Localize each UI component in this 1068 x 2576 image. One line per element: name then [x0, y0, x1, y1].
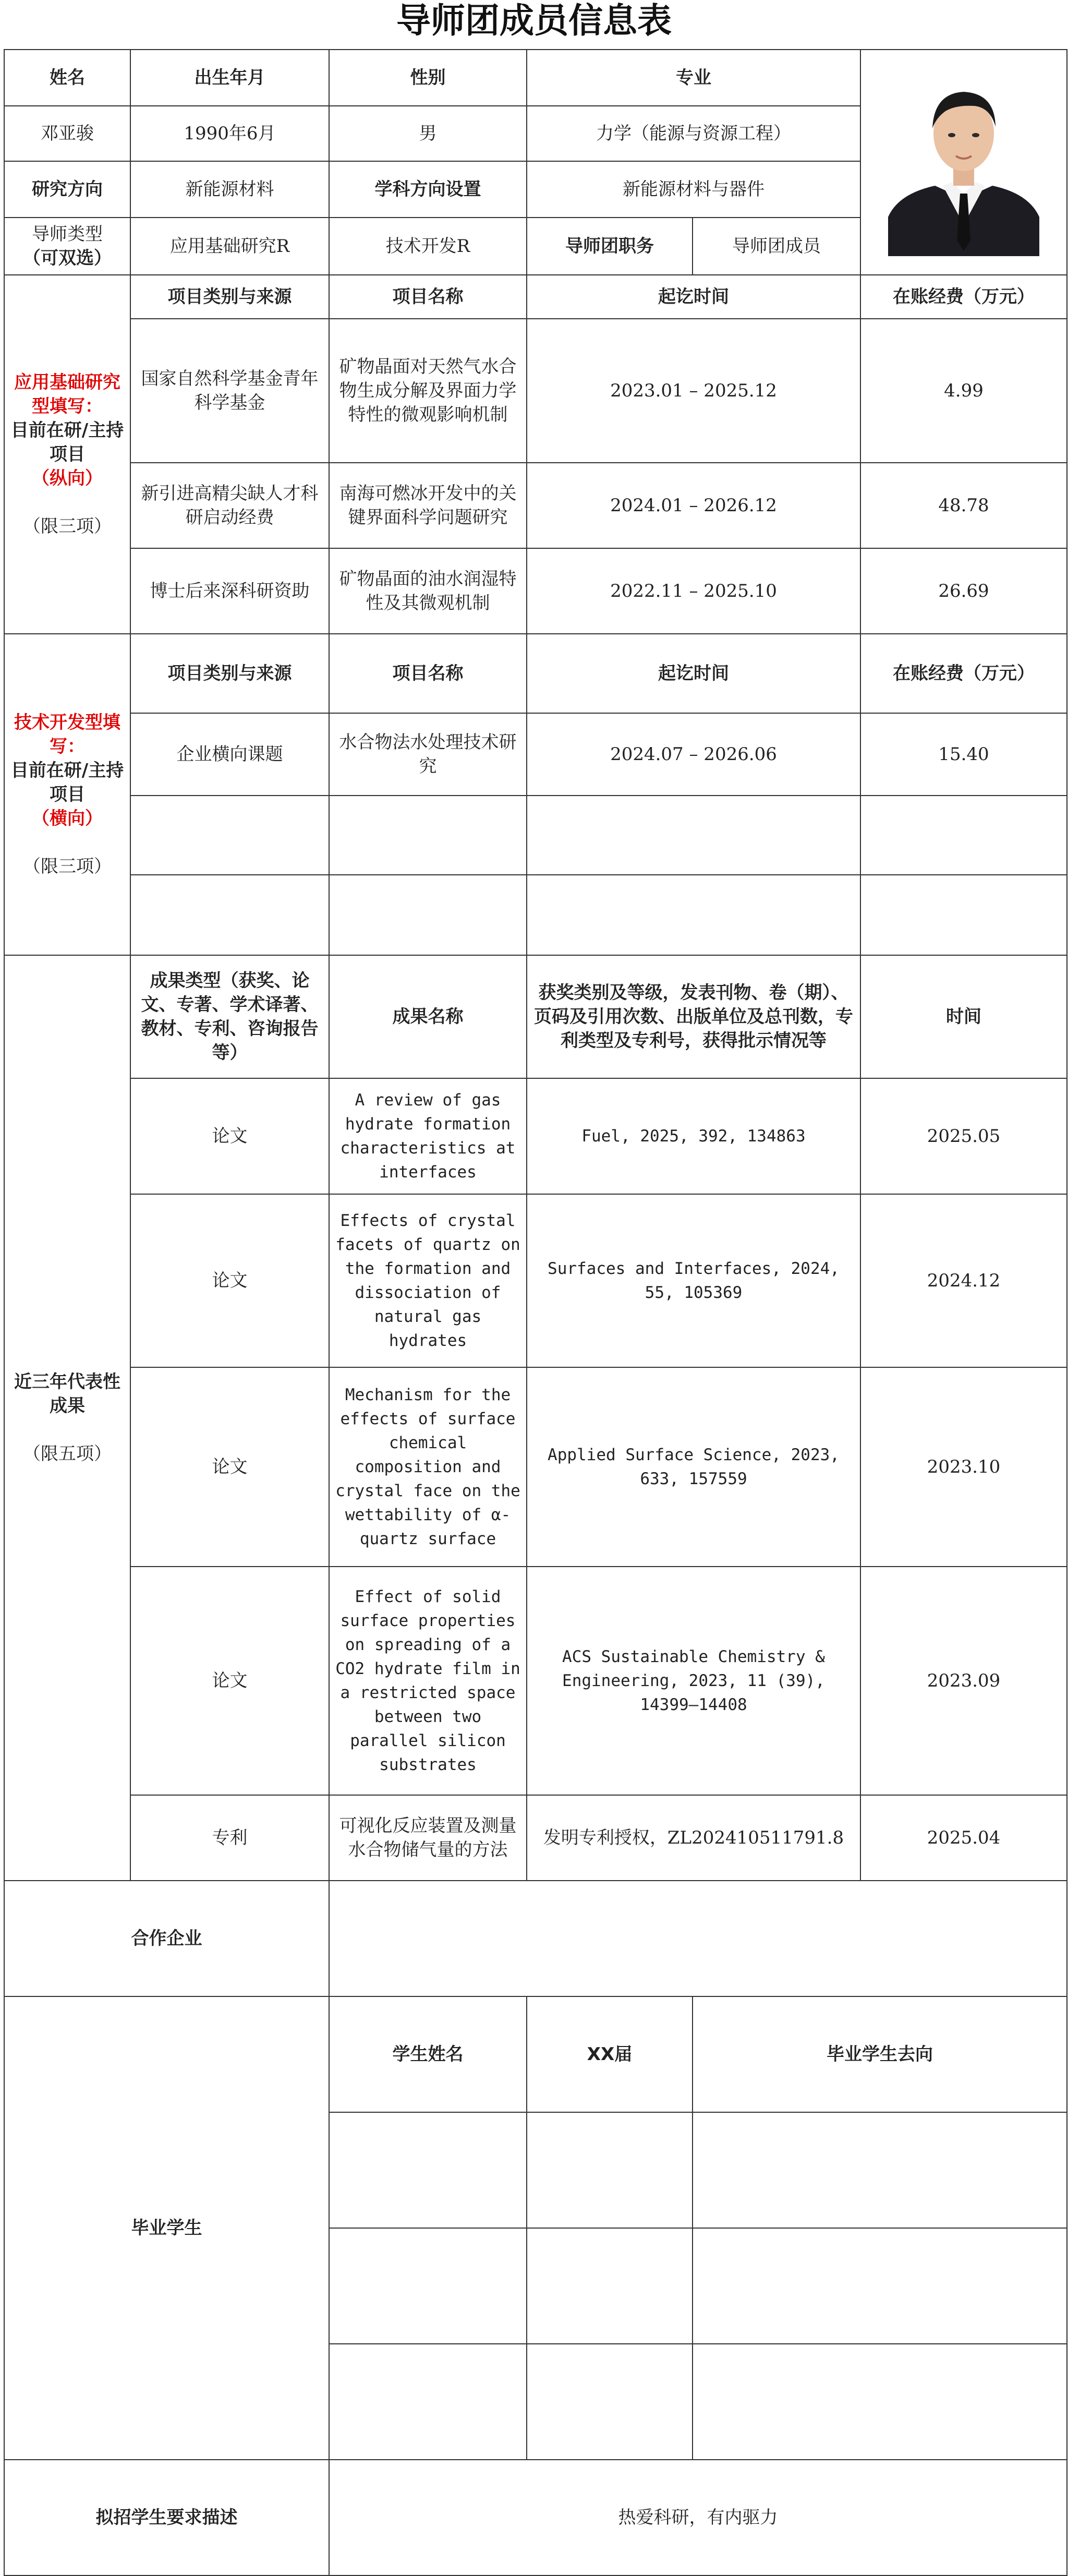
portrait-photo — [888, 68, 1039, 256]
applied-name: 南海可燃冰开发中的关键界面科学问题研究 — [329, 463, 527, 548]
tech-col-name: 项目名称 — [329, 634, 527, 713]
achievement-row — [4, 1194, 1067, 1367]
tech-label-tag: （横向） — [32, 808, 103, 829]
photo-cell — [860, 50, 1067, 275]
applied-section-label — [4, 275, 130, 634]
achievements-header-row — [4, 955, 1067, 1078]
applied-name: 矿物晶面的油水润湿特性及其微观机制 — [329, 548, 527, 634]
graduates-header-row — [4, 1996, 1067, 2112]
tech-col-funds: 在账经费（万元） — [860, 634, 1067, 713]
applied-col-funds: 在账经费（万元） — [860, 275, 1067, 319]
mentor-type-label-line2: （可双选） — [23, 248, 112, 269]
cooperation-value — [329, 1881, 1067, 1996]
achievement-type: 论文 — [130, 1078, 329, 1194]
achievement-detail: ACS Sustainable Chemistry & Engineering, 2023, 11 (39), 14399–14408 — [527, 1567, 860, 1795]
tech-source — [130, 875, 329, 955]
graduates-col-dest: 毕业学生去向 — [693, 1996, 1067, 2112]
tech-label-title: 技术开发型填写： — [14, 712, 120, 757]
tech-col-source: 项目类别与来源 — [130, 634, 329, 713]
tech-funds — [860, 875, 1067, 955]
tech-period: 2024.07 – 2026.06 — [527, 713, 860, 796]
achievement-row — [4, 1795, 1067, 1881]
achievement-time: 2025.05 — [860, 1078, 1067, 1194]
achievement-col-type: 成果类型（获奖、论文、专著、学术译著、教材、专利、咨询报告等） — [130, 955, 329, 1078]
birth-value: 1990年6月 — [130, 106, 329, 161]
graduates-label: 毕业学生 — [4, 1996, 329, 2460]
applied-period: 2022.11 – 2025.10 — [527, 548, 860, 634]
applied-funds: 26.69 — [860, 548, 1067, 634]
discipline-value: 新能源材料与器件 — [527, 161, 860, 218]
achievement-time: 2024.12 — [860, 1194, 1067, 1367]
tech-source: 企业横向课题 — [130, 713, 329, 796]
achievement-detail: Applied Surface Science, 2023, 633, 157559 — [527, 1367, 860, 1567]
applied-funds: 4.99 — [860, 319, 1067, 463]
page-title: 导师团成员信息表 — [396, 1, 672, 41]
tech-period — [527, 875, 860, 955]
gender-header: 性别 — [329, 50, 527, 106]
achievement-type: 论文 — [130, 1567, 329, 1795]
achievement-detail: Surfaces and Interfaces, 2024, 55, 105369 — [527, 1194, 860, 1367]
applied-row — [4, 463, 1067, 548]
graduate-name — [329, 2228, 527, 2344]
mentor-type-option-applied: 应用基础研究R — [130, 218, 329, 275]
achievement-name: Effect of solid surface properties on spreading of a CO2 hydrate film in a restricted space between two parallel silicon substrates — [329, 1567, 527, 1795]
mentor-type-label — [4, 218, 130, 275]
research-label: 研究方向 — [4, 161, 130, 218]
major-value: 力学（能源与资源工程） — [527, 106, 860, 161]
tech-period — [527, 796, 860, 875]
achievement-detail: 发明专利授权，ZL202410511791.8 — [527, 1795, 860, 1881]
tech-name: 水合物法水处理技术研究 — [329, 713, 527, 796]
achievement-col-detail: 获奖类别及等级，发表刊物、卷（期）、页码及引用次数、出版单位及总刊数，专利类型及专利号，获得批示情况等 — [527, 955, 860, 1078]
gender-value: 男 — [329, 106, 527, 161]
tech-row — [4, 796, 1067, 875]
role-label: 导师团职务 — [527, 218, 693, 275]
achievement-time: 2023.10 — [860, 1367, 1067, 1567]
requirements-value: 热爱科研，有内驱力 — [329, 2460, 1067, 2575]
cooperation-label: 合作企业 — [4, 1881, 329, 1996]
applied-col-name: 项目名称 — [329, 275, 527, 319]
graduates-col-year: XX届 — [527, 1996, 693, 2112]
tech-name — [329, 875, 527, 955]
graduate-name — [329, 2344, 527, 2460]
applied-col-source: 项目类别与来源 — [130, 275, 329, 319]
achievement-type: 专利 — [130, 1795, 329, 1881]
tech-label-limit: （限三项） — [23, 856, 112, 877]
graduate-dest — [693, 2228, 1067, 2344]
applied-period: 2023.01 – 2025.12 — [527, 319, 860, 463]
tech-row — [4, 875, 1067, 955]
achievement-name: Effects of crystal facets of quartz on the formation and dissociation of natural gas hydrates — [329, 1194, 527, 1367]
graduate-year — [527, 2112, 693, 2228]
tech-label-desc: 目前在研/主持项目 — [10, 760, 124, 805]
graduate-name — [329, 2112, 527, 2228]
achievement-col-name: 成果名称 — [329, 955, 527, 1078]
applied-label-title: 应用基础研究型填写： — [14, 372, 120, 417]
cooperation-row — [4, 1881, 1067, 1996]
header-row — [4, 50, 1067, 106]
achievement-type: 论文 — [130, 1194, 329, 1367]
mentor-type-option-tech: 技术开发R — [329, 218, 527, 275]
achievement-name: Mechanism for the effects of surface chemical composition and crystal face on the wettability of α-quartz surface — [329, 1367, 527, 1567]
person-portrait-icon — [888, 68, 1039, 256]
achievement-row — [4, 1567, 1067, 1795]
applied-source: 国家自然科学基金青年科学基金 — [130, 319, 329, 463]
applied-source: 博士后来深科研资助 — [130, 548, 329, 634]
name-value: 邓亚骏 — [4, 106, 130, 161]
achievements-label-title: 近三年代表性成果 — [14, 1371, 120, 1416]
graduates-col-name: 学生姓名 — [329, 1996, 527, 2112]
achievement-time: 2025.04 — [860, 1795, 1067, 1881]
applied-name: 矿物晶面对天然气水合物生成分解及界面力学特性的微观影响机制 — [329, 319, 527, 463]
graduate-dest — [693, 2112, 1067, 2228]
research-value: 新能源材料 — [130, 161, 329, 218]
applied-label-limit: （限三项） — [23, 516, 112, 537]
achievement-row — [4, 1078, 1067, 1194]
tech-name — [329, 796, 527, 875]
tech-section-label — [4, 634, 130, 955]
major-header: 专业 — [527, 50, 860, 106]
graduate-dest — [693, 2344, 1067, 2460]
mentor-type-label-line1: 导师类型 — [32, 224, 103, 245]
role-value: 导师团成员 — [693, 218, 860, 275]
tech-col-period: 起讫时间 — [527, 634, 860, 713]
discipline-label: 学科方向设置 — [329, 161, 527, 218]
tech-row — [4, 713, 1067, 796]
applied-row — [4, 548, 1067, 634]
achievement-col-time: 时间 — [860, 955, 1067, 1078]
tech-funds: 15.40 — [860, 713, 1067, 796]
tech-source — [130, 796, 329, 875]
applied-col-period: 起讫时间 — [527, 275, 860, 319]
achievement-name: 可视化反应装置及测量水合物储气量的方法 — [329, 1795, 527, 1881]
requirements-row — [4, 2460, 1067, 2575]
achievement-type: 论文 — [130, 1367, 329, 1567]
achievement-row — [4, 1367, 1067, 1567]
applied-label-desc: 目前在研/主持项目 — [10, 420, 124, 465]
name-header: 姓名 — [4, 50, 130, 106]
achievement-time: 2023.09 — [860, 1567, 1067, 1795]
applied-period: 2024.01 – 2026.12 — [527, 463, 860, 548]
graduate-year — [527, 2344, 693, 2460]
tech-header-row — [4, 634, 1067, 713]
birth-header: 出生年月 — [130, 50, 329, 106]
applied-funds: 48.78 — [860, 463, 1067, 548]
achievement-detail: Fuel, 2025, 392, 134863 — [527, 1078, 860, 1194]
achievements-label-limit: （限五项） — [23, 1443, 112, 1464]
info-table — [4, 49, 1067, 2576]
graduate-year — [527, 2228, 693, 2344]
applied-header-row — [4, 275, 1067, 319]
achievements-section-label — [4, 955, 130, 1881]
achievement-name: A review of gas hydrate formation characteristics at interfaces — [329, 1078, 527, 1194]
applied-row — [4, 319, 1067, 463]
requirements-label: 拟招学生要求描述 — [4, 2460, 329, 2575]
applied-label-tag: （纵向） — [32, 468, 103, 489]
applied-source: 新引进高精尖缺人才科研启动经费 — [130, 463, 329, 548]
tech-funds — [860, 796, 1067, 875]
